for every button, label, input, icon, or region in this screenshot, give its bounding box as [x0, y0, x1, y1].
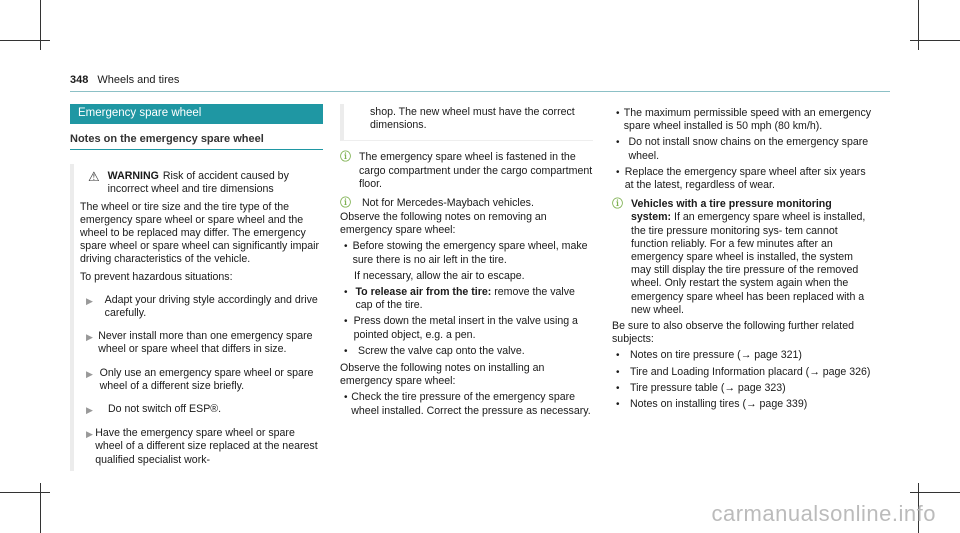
- list-item: ▶ Have the emergency spare wheel or spare wheel of a different size replaced at the nearest qualified specialist work-: [80, 427, 323, 467]
- bullet-item: • Press down the metal insert in the valve using a pointed object, e.g. a pen.: [344, 315, 578, 341]
- bullet-item: • Replace the emergency spare wheel after six years at the latest, regardless of wear.: [616, 165, 866, 192]
- subsection-heading: Notes on the emergency spare wheel: [70, 133, 323, 150]
- related-link[interactable]: • Tire pressure table (→ page 323): [616, 381, 786, 394]
- watermark: carmanualsonline.info: [711, 501, 936, 526]
- arrow-icon: ▶: [86, 429, 93, 440]
- paragraph: Be sure to also observe the following further related subjects:: [612, 320, 855, 346]
- warning-continued-text: shop. The new wheel must have the correct dimensions.: [370, 106, 575, 132]
- crop-mark: [0, 40, 50, 41]
- arrow-icon: ▶: [86, 332, 93, 343]
- related-link[interactable]: • Tire and Loading Information placard (→ page 326): [616, 365, 871, 378]
- header-divider: [70, 91, 890, 92]
- crop-mark: [918, 0, 919, 50]
- info-icon: ⓘ: [612, 198, 623, 211]
- list-item: ▶ Never install more than one emergency spare wheel or spare wheel that differs in size.: [80, 330, 323, 356]
- warning-label: WARNING: [107, 170, 159, 183]
- bullet-item: • Check the tire pressure of the emergency spare wheel installed. Correct the pressure as necessary.: [344, 391, 591, 417]
- crop-mark: [40, 0, 41, 50]
- column-middle: [340, 104, 593, 418]
- crop-mark: [0, 492, 50, 493]
- column-right: [612, 104, 872, 411]
- section-heading: Emergency spare wheel: [70, 104, 323, 124]
- warning-box: [70, 164, 323, 471]
- arrow-icon: ▶: [86, 405, 93, 416]
- warning-prevent: To prevent hazardous situations:: [80, 270, 233, 283]
- warning-triangle-icon: ⚠: [88, 169, 100, 185]
- info-note: ⓘ The emergency spare wheel is fastened in the cargo compartment under the cargo compartment floor.: [340, 151, 593, 190]
- arrow-icon: ▶: [86, 295, 93, 306]
- bullet-item: • To release air from the tire: remove the valve cap of the tire.: [344, 286, 575, 312]
- related-link[interactable]: • Notes on tire pressure (→ page 321): [616, 349, 802, 362]
- bullet-item: • Before stowing the emergency spare wheel, make sure there is no air left in the tire.: [344, 240, 588, 266]
- list-item: ▶ Do not switch off ESP®.: [80, 403, 323, 417]
- paragraph: If necessary, allow the air to escape.: [354, 269, 525, 282]
- info-icon: ⓘ: [340, 197, 351, 210]
- page-header-title: Wheels and tires: [97, 74, 180, 86]
- list-item: ▶ Only use an emergency spare wheel or spare wheel of a different size briefly.: [80, 367, 323, 393]
- warning-body: The wheel or tire size and the tire type of the emergency spare wheel or spare wheel and the wheel to be replaced may differ. The emergency spare wheel or spare wheel can significantly impair driving characteristics of the vehicle.: [80, 200, 320, 266]
- list-item: ▶ Adapt your driving style accordingly and drive carefully.: [80, 294, 323, 320]
- arrow-icon: ▶: [86, 368, 93, 379]
- bullet-item: • Do not install snow chains on the emergency spare wheel.: [616, 136, 869, 162]
- info-note: ⓘ Vehicles with a tire pressure monitoring system: If an emergency spare wheel is installed, the tire pressure monitoring sys- tem cannot function reliably. For a few minutes after an emergency spare wheel is installed, the system may still display the tire pressure of the removed wheel. Only restart the system again when the emergency spare wheel has been replaced with a new wheel.: [612, 198, 866, 316]
- column-left: [70, 104, 323, 471]
- page-header: [70, 74, 179, 86]
- warning-lead: Risk of accident caused by incorrect wheel and tire dimensions: [107, 170, 289, 196]
- page-number: 348: [70, 74, 89, 86]
- bullet-item: • The maximum permissible speed with an emergency spare wheel installed is 50 mph (80 km/h).: [616, 107, 872, 133]
- paragraph: Observe the following notes on removing an emergency spare wheel:: [340, 211, 547, 237]
- info-icon: ⓘ: [340, 151, 351, 164]
- related-link[interactable]: • Notes on installing tires (→ page 339): [616, 398, 808, 411]
- crop-mark: [40, 483, 41, 533]
- bullet-item: • Screw the valve cap onto the valve.: [344, 344, 525, 357]
- warning-continuation: [340, 104, 593, 141]
- info-note: ⓘ Not for Mercedes-Maybach vehicles.: [340, 197, 534, 210]
- warning-header: [80, 170, 323, 196]
- paragraph: Observe the following notes on installing an emergency spare wheel:: [340, 362, 545, 388]
